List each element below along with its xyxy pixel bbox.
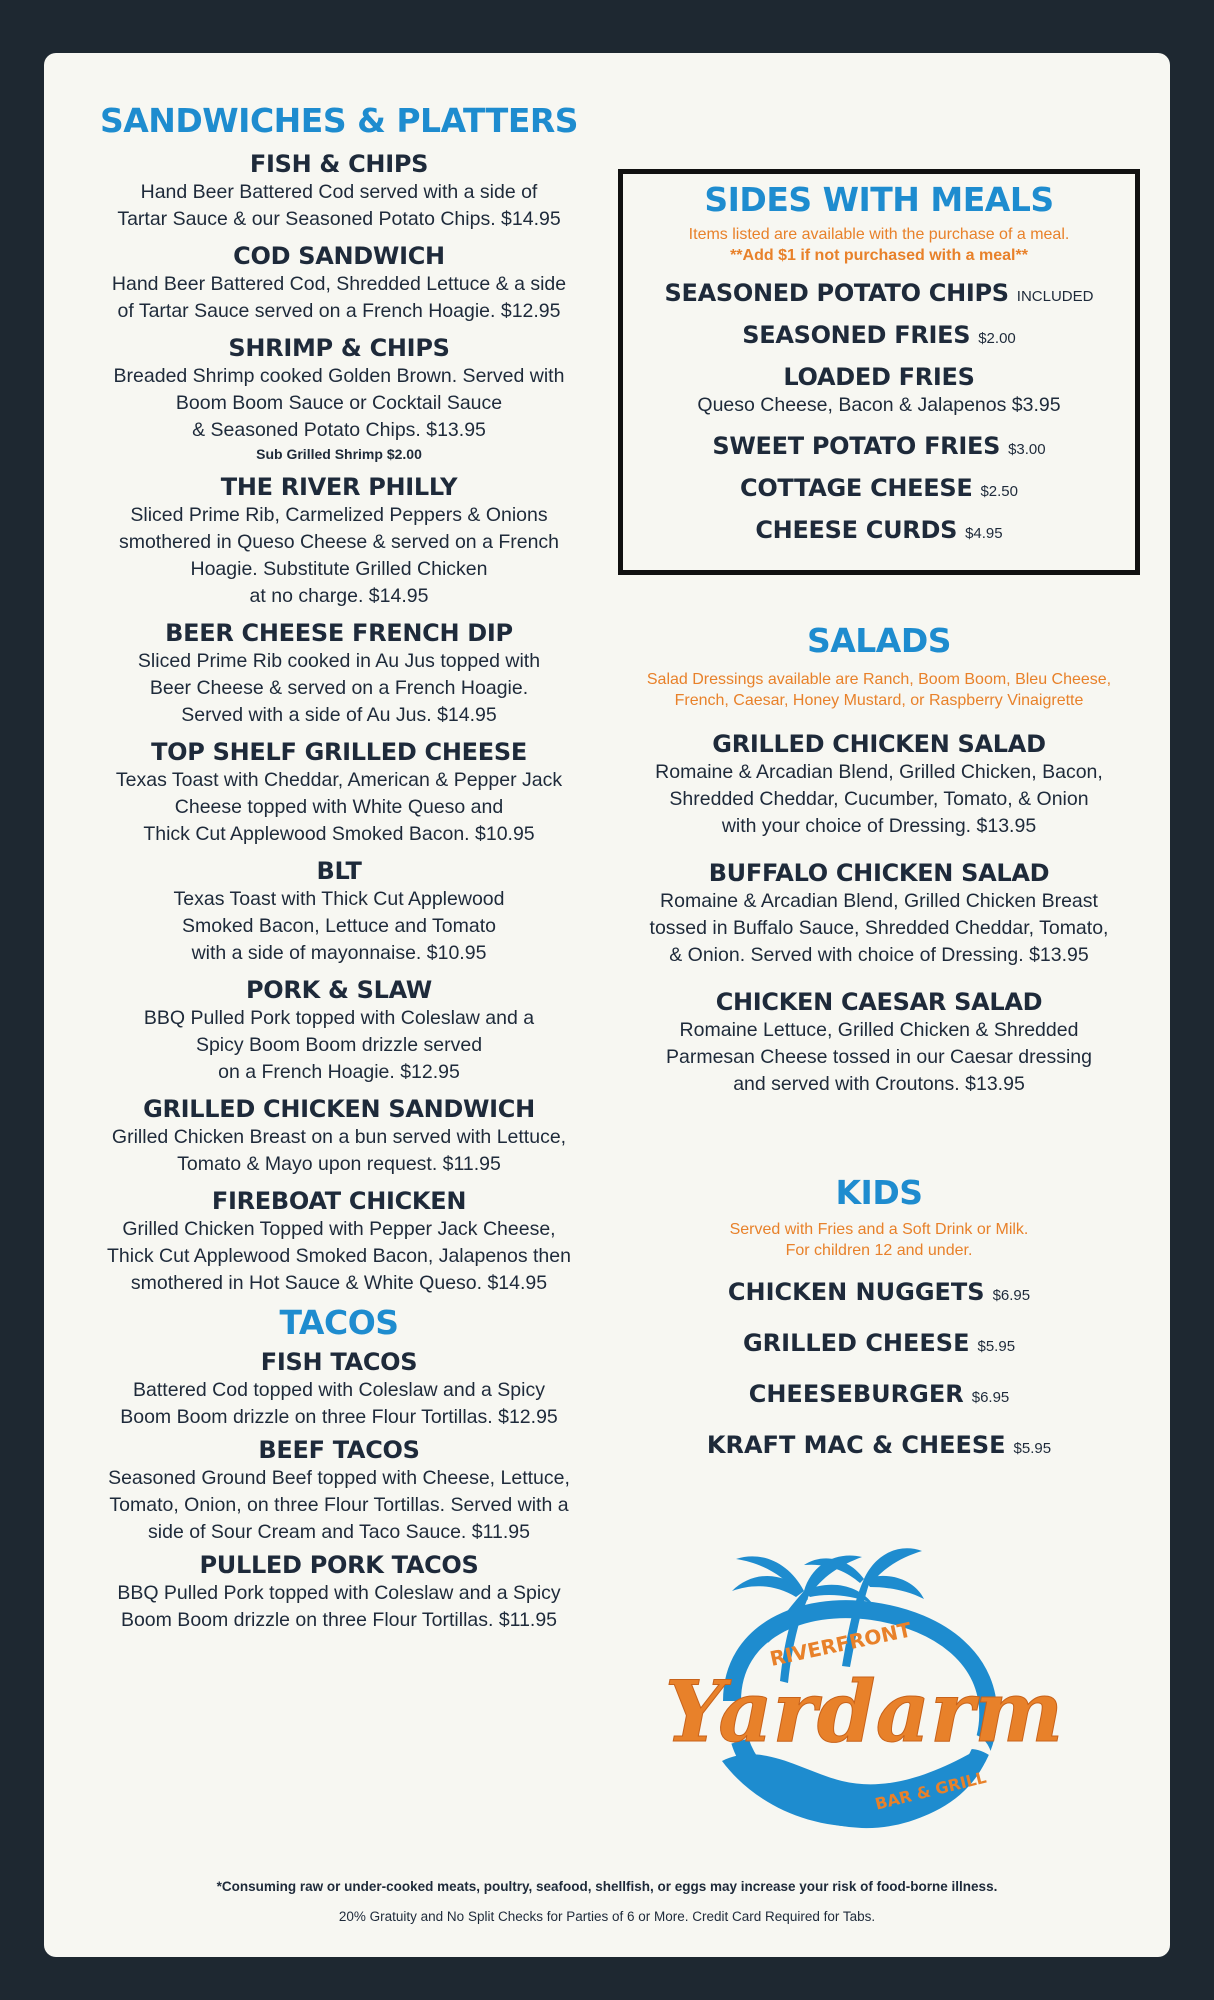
item-name: TOP SHELF GRILLED CHEESE [151, 738, 527, 766]
menu-item [84, 737, 594, 848]
item-description: Sliced Prime Rib cooked in Au Jus topped with [137, 650, 541, 672]
kids-note-2: For children 12 and under. [785, 1242, 973, 1259]
menu-item [84, 975, 594, 1086]
item-description: with your choice of Dressing. $13.95 [721, 815, 1037, 837]
yardarm-logo [664, 1531, 1064, 1831]
side-item-name: SEASONED FRIES [742, 321, 971, 349]
side-item-description: Queso Cheese, Bacon & Jalapenos $3.95 [697, 394, 1061, 416]
menu-page [44, 53, 1170, 1957]
item-description: on a French Hoagie. $12.95 [218, 1061, 460, 1083]
side-item-price: $2.00 [978, 330, 1016, 347]
salads-note-2: French, Caesar, Honey Mustard, or Raspberry Vinaigrette [674, 692, 1084, 709]
item-description: BBQ Pulled Pork topped with Coleslaw and a [143, 1007, 535, 1029]
item-description: Romaine & Arcadian Blend, Grilled Chicken, Bacon, [655, 761, 1103, 783]
side-item-name: LOADED FRIES [783, 363, 975, 391]
kids-item [618, 1277, 1140, 1311]
item-name: SHRIMP & CHIPS [228, 334, 450, 362]
item-description: Romaine Lettuce, Grilled Chicken & Shredded [679, 1019, 1079, 1041]
item-description: smothered in Hot Sauce & White Queso. $14.95 [130, 1272, 548, 1294]
item-description: tossed in Buffalo Sauce, Shredded Cheddar, Tomato, [649, 917, 1109, 939]
item-description: Tartar Sauce & our Seasoned Potato Chips. $14.95 [117, 208, 561, 230]
side-item-name: CHEESE CURDS [755, 516, 958, 544]
item-description: Texas Toast with Thick Cut Applewood [173, 888, 505, 910]
item-description: Sliced Prime Rib, Carmelized Peppers & Onions [130, 504, 548, 526]
item-description: smothered in Queso Cheese & served on a French [118, 531, 560, 553]
item-description: Boom Boom drizzle on three Flour Tortillas. $12.95 [120, 1406, 558, 1428]
item-description: Grilled Chicken Topped with Pepper Jack Cheese, [122, 1218, 556, 1240]
menu-item [84, 1347, 594, 1431]
item-description: Battered Cod topped with Coleslaw and a Spicy [133, 1379, 545, 1401]
kids-item-name: CHEESEBURGER [748, 1380, 964, 1408]
side-item [623, 515, 1135, 545]
kids-item-price: $5.95 [1013, 1440, 1052, 1457]
salad-list [618, 729, 1140, 1098]
kids-note-1: Served with Fries and a Soft Drink or Milk. [729, 1221, 1029, 1238]
side-item-name: SWEET POTATO FRIES [712, 432, 1001, 460]
item-description: side of Sour Cream and Taco Sauce. $11.95 [148, 1521, 530, 1543]
item-name: BLT [316, 857, 362, 885]
kids-item [618, 1379, 1140, 1413]
item-note: Sub Grilled Shrimp $2.00 [256, 446, 422, 462]
menu-item [84, 856, 594, 967]
sides-title: SIDES WITH MEALS [704, 180, 1054, 219]
kids-list [618, 1277, 1140, 1464]
menu-item [84, 149, 594, 233]
item-description: of Tartar Sauce served on a French Hoagie. $12.95 [117, 300, 561, 322]
side-item-price: $2.50 [980, 483, 1018, 500]
side-item [623, 362, 1135, 392]
item-name: BEER CHEESE FRENCH DIP [165, 619, 513, 647]
item-description: Hand Beer Battered Cod served with a side of [140, 181, 538, 203]
menu-item [84, 333, 594, 464]
item-description: Breaded Shrimp cooked Golden Brown. Served with [113, 365, 565, 387]
side-item-price: INCLUDED [1016, 288, 1094, 305]
side-item-price: $3.00 [1008, 441, 1046, 458]
menu-item [618, 729, 1140, 840]
item-description: Smoked Bacon, Lettuce and Tomato [181, 915, 496, 937]
item-description: with a side of mayonnaise. $10.95 [191, 942, 487, 964]
item-name: FIREBOAT CHICKEN [211, 1187, 467, 1215]
item-description: & Onion. Served with choice of Dressing. $13.95 [669, 944, 1089, 966]
menu-item [618, 987, 1140, 1098]
side-item [623, 473, 1135, 503]
item-name: COD SANDWICH [233, 242, 445, 270]
item-description: Beer Cheese & served on a French Hoagie. [149, 677, 529, 699]
side-item-name: COTTAGE CHEESE [740, 474, 973, 502]
kids-title: KIDS [835, 1173, 923, 1212]
kids-item-price: $6.95 [971, 1389, 1010, 1406]
sides-note: Items listed are available with the purchase of a meal. [688, 226, 1070, 243]
item-description: at no charge. $14.95 [249, 585, 429, 607]
item-description: Cheese topped with White Queso and [174, 796, 504, 818]
menu-item [84, 241, 594, 325]
item-name: THE RIVER PHILLY [220, 473, 458, 501]
menu-item [84, 1186, 594, 1297]
item-description: Thick Cut Applewood Smoked Bacon. $10.95 [143, 823, 535, 845]
kids-item-price: $6.95 [992, 1287, 1031, 1304]
menu-item [84, 618, 594, 729]
item-description: Texas Toast with Cheddar, American & Pepper Jack [115, 769, 563, 791]
taco-list [84, 1347, 594, 1634]
item-name: FISH & CHIPS [249, 150, 429, 178]
menu-item [84, 472, 594, 610]
sides-list [623, 278, 1135, 545]
salads-section [618, 621, 1140, 1098]
side-item-name: SEASONED POTATO CHIPS [664, 279, 1009, 307]
item-description: Boom Boom Sauce or Cocktail Sauce [175, 392, 503, 414]
logo-yardarm-text: Yardarm [664, 1662, 1064, 1761]
item-description: Shredded Cheddar, Cucumber, Tomato, & Onion [669, 788, 1089, 810]
item-description: Tomato & Mayo upon request. $11.95 [177, 1153, 501, 1175]
salads-note-1: Salad Dressings available are Ranch, Boom Boom, Bleu Cheese, [646, 671, 1112, 688]
side-item [623, 320, 1135, 350]
kids-section [618, 1173, 1140, 1464]
side-item [623, 431, 1135, 461]
party-policy: 20% Gratuity and No Split Checks for Parties of 6 or More. Credit Card Required for Tabs. [338, 1909, 876, 1924]
item-description: Romaine & Arcadian Blend, Grilled Chicken Breast [660, 890, 1098, 912]
kids-item [618, 1328, 1140, 1362]
logo-riverfront-text: RIVERFRONT [767, 1617, 914, 1671]
menu-item [84, 1550, 594, 1634]
side-item [623, 278, 1135, 308]
tacos-title: TACOS [279, 1303, 399, 1342]
item-name: BEEF TACOS [258, 1436, 420, 1464]
item-name: GRILLED CHICKEN SALAD [712, 730, 1046, 758]
sandwiches-title: SANDWICHES & PLATTERS [99, 101, 579, 140]
item-name: FISH TACOS [260, 1348, 418, 1376]
left-column [84, 53, 594, 1634]
salads-title: SALADS [806, 621, 952, 660]
kids-item-name: GRILLED CHEESE [742, 1329, 970, 1357]
item-description: & Seasoned Potato Chips. $13.95 [192, 419, 486, 441]
menu-item [618, 858, 1140, 969]
kids-item-name: CHICKEN NUGGETS [727, 1278, 985, 1306]
item-name: BUFFALO CHICKEN SALAD [708, 859, 1050, 887]
item-description: Parmesan Cheese tossed in our Caesar dressing [666, 1046, 1092, 1068]
item-description: Seasoned Ground Beef topped with Cheese, Lettuce, [108, 1467, 570, 1489]
food-safety-warning: *Consuming raw or under-cooked meats, poultry, seafood, shellfish, or eggs may increase your risk of food-borne illness. [216, 1879, 998, 1894]
item-name: PORK & SLAW [246, 976, 432, 1004]
logo-bar-grill-text: BAR & GRILL [873, 1767, 989, 1814]
kids-item [618, 1430, 1140, 1464]
sides-note-surcharge: **Add $1 if not purchased with a meal** [730, 247, 1028, 264]
menu-item [84, 1094, 594, 1178]
item-description: Tomato, Onion, on three Flour Tortillas. Served with a [109, 1494, 569, 1516]
item-name: GRILLED CHICKEN SANDWICH [143, 1095, 535, 1123]
kids-item-name: KRAFT MAC & CHEESE [706, 1431, 1006, 1459]
sides-box [618, 169, 1140, 575]
menu-item [84, 1435, 594, 1546]
item-description: Boom Boom drizzle on three Flour Tortillas. $11.95 [120, 1609, 558, 1631]
item-name: PULLED PORK TACOS [199, 1551, 479, 1579]
item-description: Served with a side of Au Jus. $14.95 [181, 704, 497, 726]
sandwich-list [84, 149, 594, 1297]
item-description: Spicy Boom Boom drizzle served [195, 1034, 483, 1056]
item-name: CHICKEN CAESAR SALAD [715, 988, 1043, 1016]
kids-item-price: $5.95 [977, 1338, 1016, 1355]
item-description: and served with Croutons. $13.95 [733, 1073, 1025, 1095]
item-description: Thick Cut Applewood Smoked Bacon, Jalapenos then [107, 1245, 571, 1267]
item-description: Hand Beer Battered Cod, Shredded Lettuce & a side [111, 273, 567, 295]
item-description: Grilled Chicken Breast on a bun served with Lettuce, [111, 1126, 567, 1148]
side-item-price: $4.95 [965, 525, 1003, 542]
item-description: BBQ Pulled Pork topped with Coleslaw and a Spicy [117, 1582, 561, 1604]
item-description: Hoagie. Substitute Grilled Chicken [190, 558, 488, 580]
